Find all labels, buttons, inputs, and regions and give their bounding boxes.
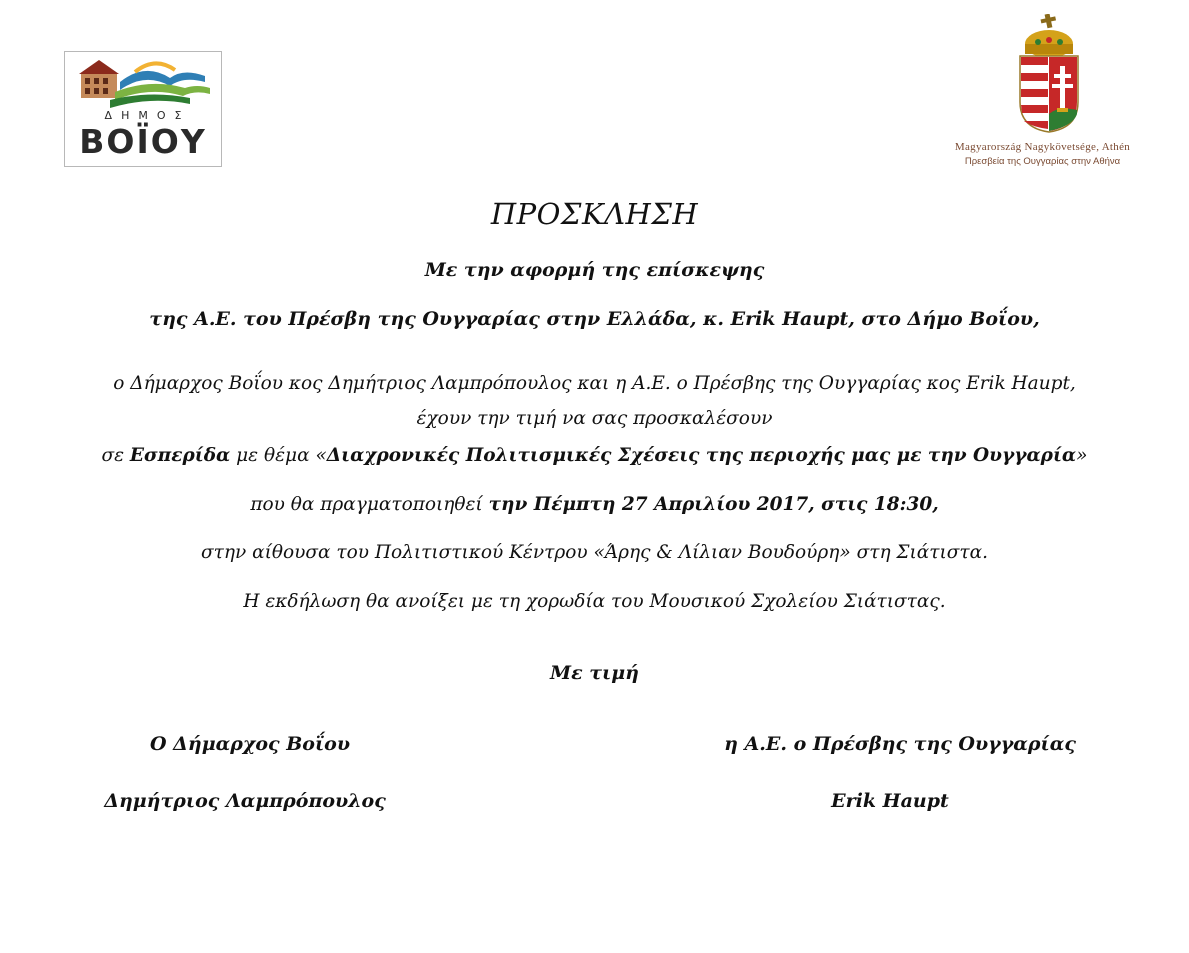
municipality-logo-graphic xyxy=(65,52,221,112)
event-type: Εσπερίδα xyxy=(129,445,231,466)
datetime-line-prefix: που θα πραγματοποιηθεί xyxy=(250,494,489,515)
event-line-part-3: με θέμα « xyxy=(230,445,327,466)
invitation-occasion-line: Με την αφορμή της επίσκεψης xyxy=(424,259,765,281)
signature-right-title: η Α.Ε. ο Πρέσβης της Ουγγαρίας xyxy=(724,733,1076,755)
invitation-venue-line: στην αίθουσα του Πολιτιστικού Κέντρου «Άρης & Λίλιαν Βουδούρη» στη Σιάτιστα. xyxy=(201,542,988,563)
municipality-logo xyxy=(64,51,222,167)
event-line-part-1: σε xyxy=(101,445,130,466)
invitation-datetime-line xyxy=(0,494,1189,515)
event-line-part-5: » xyxy=(1076,445,1088,466)
coat-of-arms-icon xyxy=(1018,14,1080,134)
signature-left-title: Ο Δήμαρχος Βοΐου xyxy=(149,733,351,755)
municipality-logo-small-text: ΔΗΜΟΣ xyxy=(104,109,191,122)
event-datetime: την Πέμπτη 27 Απριλίου 2017, στις 18:30, xyxy=(488,494,939,515)
embassy-name-greek: Πρεσβεία της Ουγγαρίας στην Αθήνα xyxy=(964,156,1121,167)
invitation-program-line: Η εκδήλωση θα ανοίξει με τη χορωδία του Μουσικού Σχολείου Σιάτιστας. xyxy=(243,591,946,612)
invitation-visit-line: της Α.Ε. του Πρέσβη της Ουγγαρίας στην Ελλάδα, κ. Erik Haupt, στο Δήμο Βοΐου, xyxy=(149,308,1040,330)
invitation-closing: Με τιμή xyxy=(550,662,639,684)
embassy-name-hungarian: Magyarország Nagykövetsége, Athén xyxy=(954,141,1131,153)
hungarian-coat-of-arms xyxy=(1018,14,1080,134)
signature-left-name: Δημήτριος Λαμπρόπουλος xyxy=(104,790,386,812)
invitation-title: ΠΡΟΣΚΛΗΣΗ xyxy=(490,197,699,231)
invitation-honor-line: έχουν την τιμή να σας προσκαλέσουν xyxy=(416,408,773,429)
invitation-hosts-line: ο Δήμαρχος Βοΐου κος Δημήτριος Λαμπρόπουλος και η Α.Ε. ο Πρέσβης της Ουγγαρίας κος Erik Haupt, xyxy=(113,373,1076,394)
municipality-logo-name: ΒΟΪΟΥ xyxy=(79,122,207,161)
event-topic: Διαχρονικές Πολιτισμικές Σχέσεις της περιοχής μας με την Ουγγαρία xyxy=(326,445,1077,466)
signature-right-name: Erik Haupt xyxy=(831,790,949,812)
invitation-event-line xyxy=(0,445,1189,466)
